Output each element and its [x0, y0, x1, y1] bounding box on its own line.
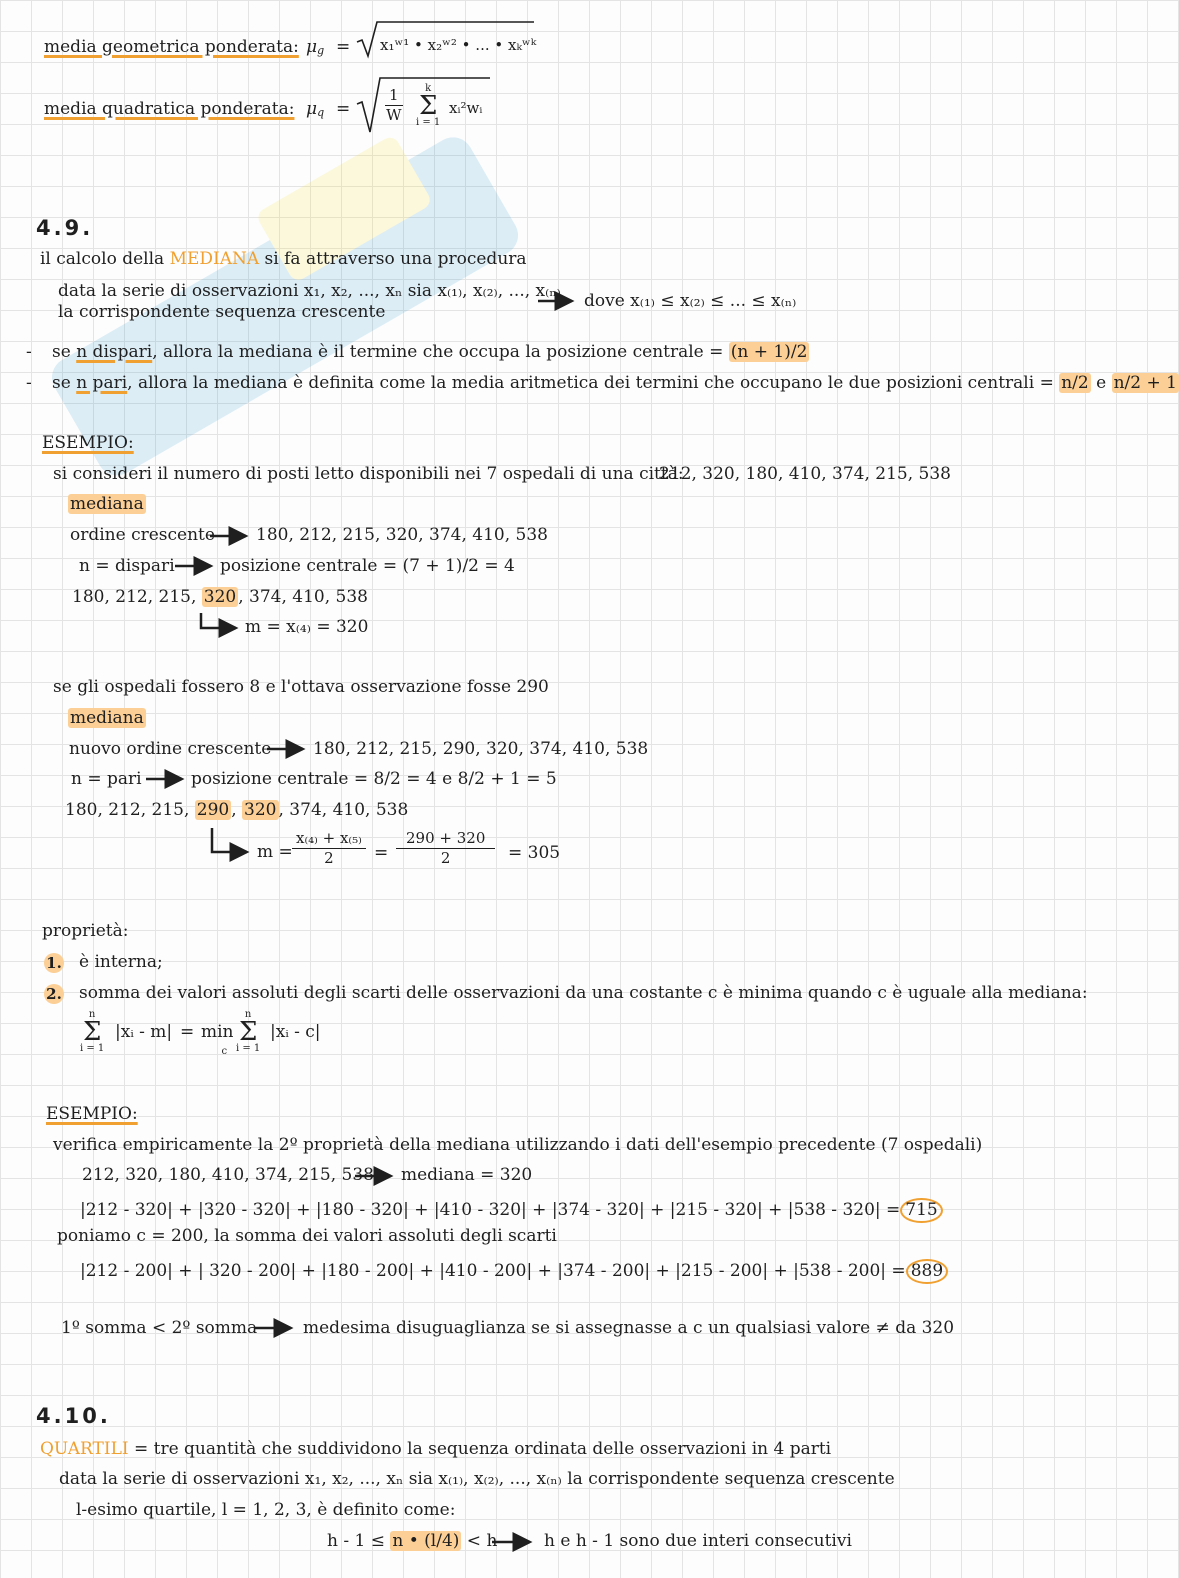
- even-dash: -: [26, 373, 32, 393]
- geo-mu: μg: [306, 37, 325, 57]
- section-heading-4-10: 4.10.: [36, 1404, 111, 1428]
- series-line-1: data la serie di osservazioni x₁, x₂, ..., xₙ sia x₍₁₎, x₍₂₎, ..., x₍ₙ₎: [58, 281, 561, 301]
- quad-mean-label: media quadratica ponderata:: [44, 99, 295, 119]
- example1b-result: = 305: [508, 843, 561, 863]
- example2-c-text: poniamo c = 200, la somma dei valori assoluti degli scarti: [57, 1226, 557, 1246]
- quad-eq: =: [336, 99, 351, 119]
- odd-dash: -: [26, 342, 32, 362]
- mediana-intro: il calcolo della MEDIANA si fa attraverso una procedura: [40, 249, 527, 269]
- example1-order-values: 180, 212, 215, 320, 374, 410, 538: [256, 525, 548, 545]
- geo-mean-label: media geometrica ponderata:: [44, 37, 299, 57]
- property-1-number: 1.: [44, 953, 64, 973]
- property-2-min: min c: [201, 1022, 234, 1057]
- example1-data: 212, 320, 180, 410, 374, 215, 538: [659, 464, 951, 484]
- section-heading-4-9: 4.9.: [36, 216, 94, 240]
- quad-sigma: k Σ i = 1: [416, 83, 441, 128]
- example2-data: 212, 320, 180, 410, 374, 215, 538: [82, 1165, 374, 1185]
- example1-intro: si consideri il numero di posti letto disponibili nei 7 ospedali di una città:: [53, 464, 684, 484]
- property-2-number: 2.: [44, 984, 64, 1004]
- arrow-result2: [212, 828, 247, 852]
- quartili-lq: l-esimo quartile, l = 1, 2, 3, è definito come:: [76, 1500, 456, 1520]
- property-1-text: è interna;: [79, 952, 163, 972]
- quartili-note: h e h - 1 sono due interi consecutivi: [544, 1531, 852, 1551]
- example1b-intro: se gli ospedali fossero 8 e l'ottava osservazione fosse 290: [53, 677, 549, 697]
- geo-expr: x₁ʷ¹ • x₂ʷ² • ... • xₖʷᵏ: [380, 36, 537, 54]
- properties-title: proprietà:: [42, 921, 129, 941]
- quartili-inequality: h - 1 ≤ n • (l/4) < h: [327, 1531, 498, 1551]
- ordered-condition: dove x₍₁₎ ≤ x₍₂₎ ≤ ... ≤ x₍ₙ₎: [584, 291, 797, 311]
- quartili-definition: QUARTILI = tre quantità che suddividono la sequenza ordinata delle osservazioni in 4 parti: [40, 1439, 832, 1459]
- property-2-right-term: |xᵢ - c|: [270, 1022, 321, 1042]
- example2-intro: verifica empiricamente la 2º proprietà della mediana utilizzando i dati dell'esempio precedente (7 ospedali): [53, 1135, 983, 1155]
- property-2-left-term: |xᵢ - m|: [115, 1022, 173, 1042]
- example1b-fraction-2: $\frac{290 + 320}{2}$: [396, 831, 495, 866]
- arrow-result1: [201, 613, 236, 628]
- example1b-fraction-1: $\frac{\text{x₍₄₎ + x₍₅₎}}{2}$: [292, 831, 366, 866]
- quartili-series: data la serie di osservazioni x₁, x₂, ..., xₙ sia x₍₁₎, x₍₂₎, ..., x₍ₙ₎ la corrispondente sequenza crescente: [59, 1469, 895, 1489]
- property-2-eq: =: [180, 1022, 195, 1042]
- example1b-mediana: mediana: [70, 708, 144, 728]
- example1-mediana: mediana: [70, 494, 144, 514]
- example1b-m-eq: m =: [257, 842, 293, 862]
- odd-rule: se n dispari, allora la mediana è il termine che occupa la posizione centrale = (n + 1)/2: [52, 342, 808, 362]
- example1b-order-label: nuovo ordine crescente: [69, 739, 272, 759]
- example1b-order-values: 180, 212, 215, 290, 320, 374, 410, 538: [313, 739, 649, 759]
- property-2-text: somma dei valori assoluti degli scarti delle osservazioni da una costante c è minima quando c è uguale alla mediana:: [79, 983, 1088, 1003]
- example1-result: m = x₍₄₎ = 320: [245, 617, 369, 637]
- even-rule: se n pari, allora la mediana è definita come la media aritmetica dei termini che occupano le due posizioni centrali = n/2 e n/2 + 1: [52, 373, 1177, 393]
- geo-eq: =: [336, 37, 351, 57]
- series-line-2: la corrispondente sequenza crescente: [58, 302, 386, 322]
- quad-mu: μq: [306, 99, 325, 119]
- example1b-position: posizione centrale = 8/2 = 4 e 8/2 + 1 = 5: [191, 769, 557, 789]
- example1-n: n = dispari: [79, 556, 175, 576]
- example2-compare: 1º somma < 2º somma: [61, 1318, 258, 1338]
- example1-order-label: ordine crescente: [70, 525, 215, 545]
- example1-position: posizione centrale = (7 + 1)/2 = 4: [220, 556, 515, 576]
- example2-sum2: |212 - 200| + | 320 - 200| + |180 - 200| + |410 - 200| + |374 - 200| + |215 - 200| + |538 - 200| = 889: [80, 1259, 948, 1284]
- example1-sequence: 180, 212, 215, 320 , 374, 410, 538: [72, 587, 369, 607]
- example1b-sequence: 180, 212, 215, 290 , 320 , 374, 410, 538: [65, 800, 409, 820]
- example2-mediana: mediana = 320: [401, 1165, 533, 1185]
- example2-sum1: |212 - 320| + |320 - 320| + |180 - 320| + |410 - 320| + |374 - 320| + |215 - 320| + |538 - 320| = 715: [80, 1198, 943, 1223]
- example1b-eq: =: [374, 843, 389, 863]
- example1b-n: n = pari: [71, 769, 142, 789]
- property-2-sigma-right: n Σ i = 1: [236, 1009, 261, 1054]
- quad-term: xᵢ²wᵢ: [449, 99, 483, 117]
- quad-fraction: $\frac{1}{W}$: [386, 86, 402, 124]
- property-2-sigma-left: n Σ i = 1: [80, 1009, 105, 1054]
- example2-label: ESEMPIO:: [46, 1104, 138, 1124]
- example1-label: ESEMPIO:: [42, 433, 134, 453]
- example2-conclusion: medesima disuguaglianza se si assegnasse a c un qualsiasi valore ≠ da 320: [303, 1318, 955, 1338]
